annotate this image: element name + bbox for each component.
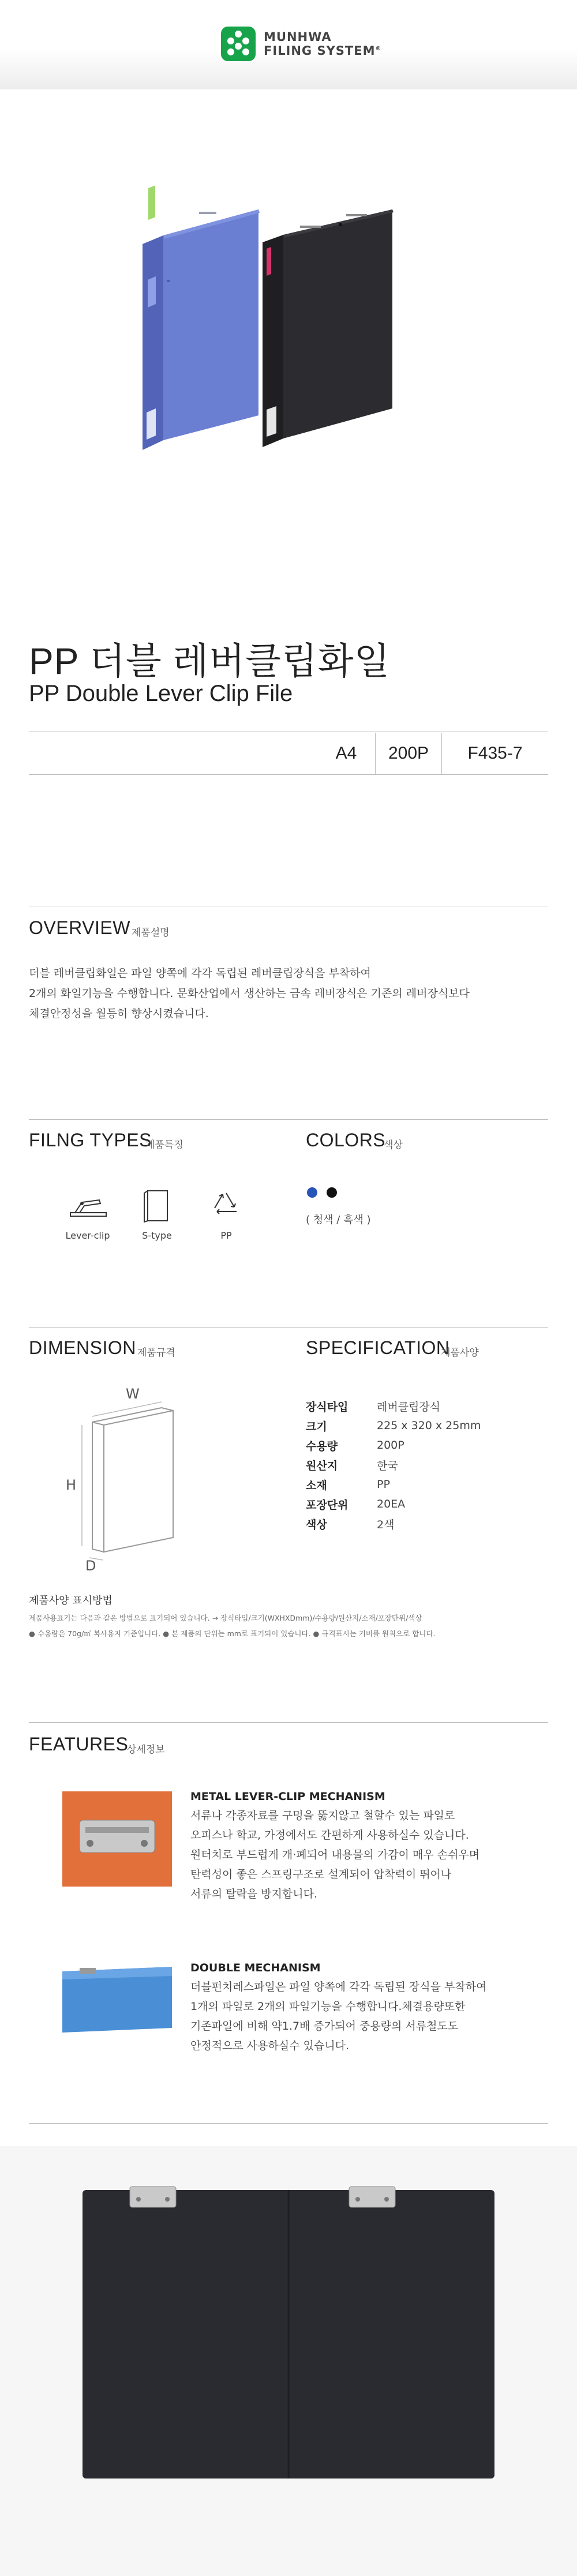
spec-row: 원산지 한국 — [306, 1459, 398, 1472]
spec-row: 색상 2색 — [306, 1518, 395, 1531]
feature-body: 더블펀치레스파일은 파일 양쪽에 각각 독립된 장식을 부착하여 1개의 파일로 2개의 파일기능을 수행합니다.체결용량또한 기존파일에 비해 약1.7배 증가되어 중용량의 서류철도도 안정적으로 사용하실수 있습니다. — [190, 1981, 487, 2052]
specification-subtitle: 제품사양 — [441, 1347, 479, 1359]
colors-caption: ( 청색 / 흑색 ) — [306, 1214, 371, 1226]
colors-title: COLORS — [306, 1130, 386, 1150]
dimension-subtitle: 제품규격 — [137, 1347, 175, 1359]
specification-title: SPECIFICATION — [306, 1337, 450, 1358]
brand-mark-icon — [221, 27, 256, 61]
filing-type-label: S-type — [142, 1230, 172, 1241]
spec-summary-code: F435-7 — [441, 733, 548, 774]
filing-type-pp — [192, 1188, 261, 1241]
feature-title: METAL LEVER-CLIP MECHANISM — [190, 1790, 385, 1803]
specification-table — [306, 1396, 481, 1533]
section-divider — [29, 2123, 548, 2124]
overview-subtitle: 제품설명 — [132, 927, 170, 939]
overview-title: OVERVIEW — [29, 917, 130, 938]
filing-type-s-type — [122, 1188, 192, 1241]
blue-binder — [143, 185, 260, 450]
overview-text: 더블 레버클립화일은 파일 양쪽에 각각 독립된 레버클립장식을 부착하여 2개의 화일기능을 수행합니다. 문화산업에서 생산하는 금속 레버장식은 기존의 레버장식보다 체결안정성을 월등히 향상시켰습니다. — [29, 967, 470, 1020]
dimension-label-h: H — [66, 1477, 77, 1493]
spec-row: 장식타입 레버클립장식 — [306, 1400, 441, 1413]
colors-subtitle: 색상 — [384, 1139, 403, 1151]
spec-summary-size: A4 — [335, 744, 357, 763]
hero-product-image — [0, 89, 577, 545]
feature-double-mechanism-image — [62, 1964, 172, 2060]
features-title: FEATURES — [29, 1734, 129, 1754]
spec-row: 포장단위 20EA — [306, 1498, 406, 1512]
filing-type-lever-clip — [53, 1188, 122, 1241]
spec-row: 소재 PP — [306, 1478, 390, 1492]
binder-dimension-icon — [58, 1390, 208, 1575]
section-divider — [29, 1722, 548, 1723]
dimension-label-w: W — [126, 1386, 140, 1402]
brand-logo[interactable] — [221, 27, 382, 61]
section-divider — [29, 1327, 548, 1328]
brand-subname: FILING SYSTEM® — [264, 44, 382, 58]
pp-recycle-icon — [203, 1188, 249, 1223]
brand-name: MUNHWA — [264, 29, 332, 44]
divider — [29, 774, 548, 775]
site-header — [0, 0, 577, 89]
feature-body: 서류나 각종자료를 구멍을 뚫지않고 철할수 있는 파일로 오피스나 학교, 가정에서도 간편하게 사용하실수 있습니다. 원터치로 부드럽게 개·폐되어 내용물의 가감이 매우 손쉬우며 탄력성이 좋은 스프링구조로 설계되어 압착력이 뛰어나 서류의 탈락을 방지합니다. — [190, 1809, 480, 1900]
color-swatch-black[interactable] — [327, 1187, 337, 1198]
spec-row: 크기 225 x 320 x 25mm — [306, 1419, 481, 1433]
dimension-diagram — [58, 1386, 208, 1575]
spec-summary-capacity: 200P — [375, 733, 441, 774]
features-subtitle: 상세정보 — [127, 1744, 165, 1756]
spec-notes-line: 제품사용표기는 다음과 같은 방법으로 표기되어 있습니다. → 장식타입/크기(WXHXDmm)/수용량/원산지/소재/포장단위/색상 — [29, 1614, 422, 1622]
filing-type-label: PP — [220, 1230, 232, 1241]
spec-notes-line: ● 수용량은 70g/㎡ 복사용지 기준입니다. ● 본 제품의 단위는 mm로 표기되어 있습니다. ● 규격표시는 커버를 원칙으로 합니다. — [29, 1629, 436, 1638]
section-divider — [29, 1119, 548, 1120]
color-swatch-blue[interactable] — [307, 1187, 317, 1198]
filing-type-label: Lever-clip — [65, 1230, 110, 1241]
open-binder-photo — [0, 2146, 577, 2576]
lever-clip-icon — [65, 1188, 111, 1223]
filing-types-subtitle: 제품특징 — [145, 1139, 183, 1151]
filing-types-title: FILNG TYPES — [29, 1130, 152, 1150]
spec-summary-bar — [317, 733, 548, 774]
dimension-label-d: D — [85, 1558, 96, 1574]
feature-title: DOUBLE MECHANISM — [190, 1962, 321, 1974]
spec-row: 수용량 200P — [306, 1439, 404, 1453]
dimension-title: DIMENSION — [29, 1337, 136, 1358]
feature-lever-clip-image — [62, 1791, 172, 1887]
product-title-ko: PP 더블 레버클립화일 — [29, 640, 391, 682]
s-type-binder-icon — [134, 1188, 180, 1223]
spec-notes-title: 제품사양 표시방법 — [29, 1595, 113, 1607]
binder-pair-illustration — [0, 89, 577, 545]
product-title-en: PP Double Lever Clip File — [29, 681, 293, 706]
black-binder — [263, 209, 394, 447]
